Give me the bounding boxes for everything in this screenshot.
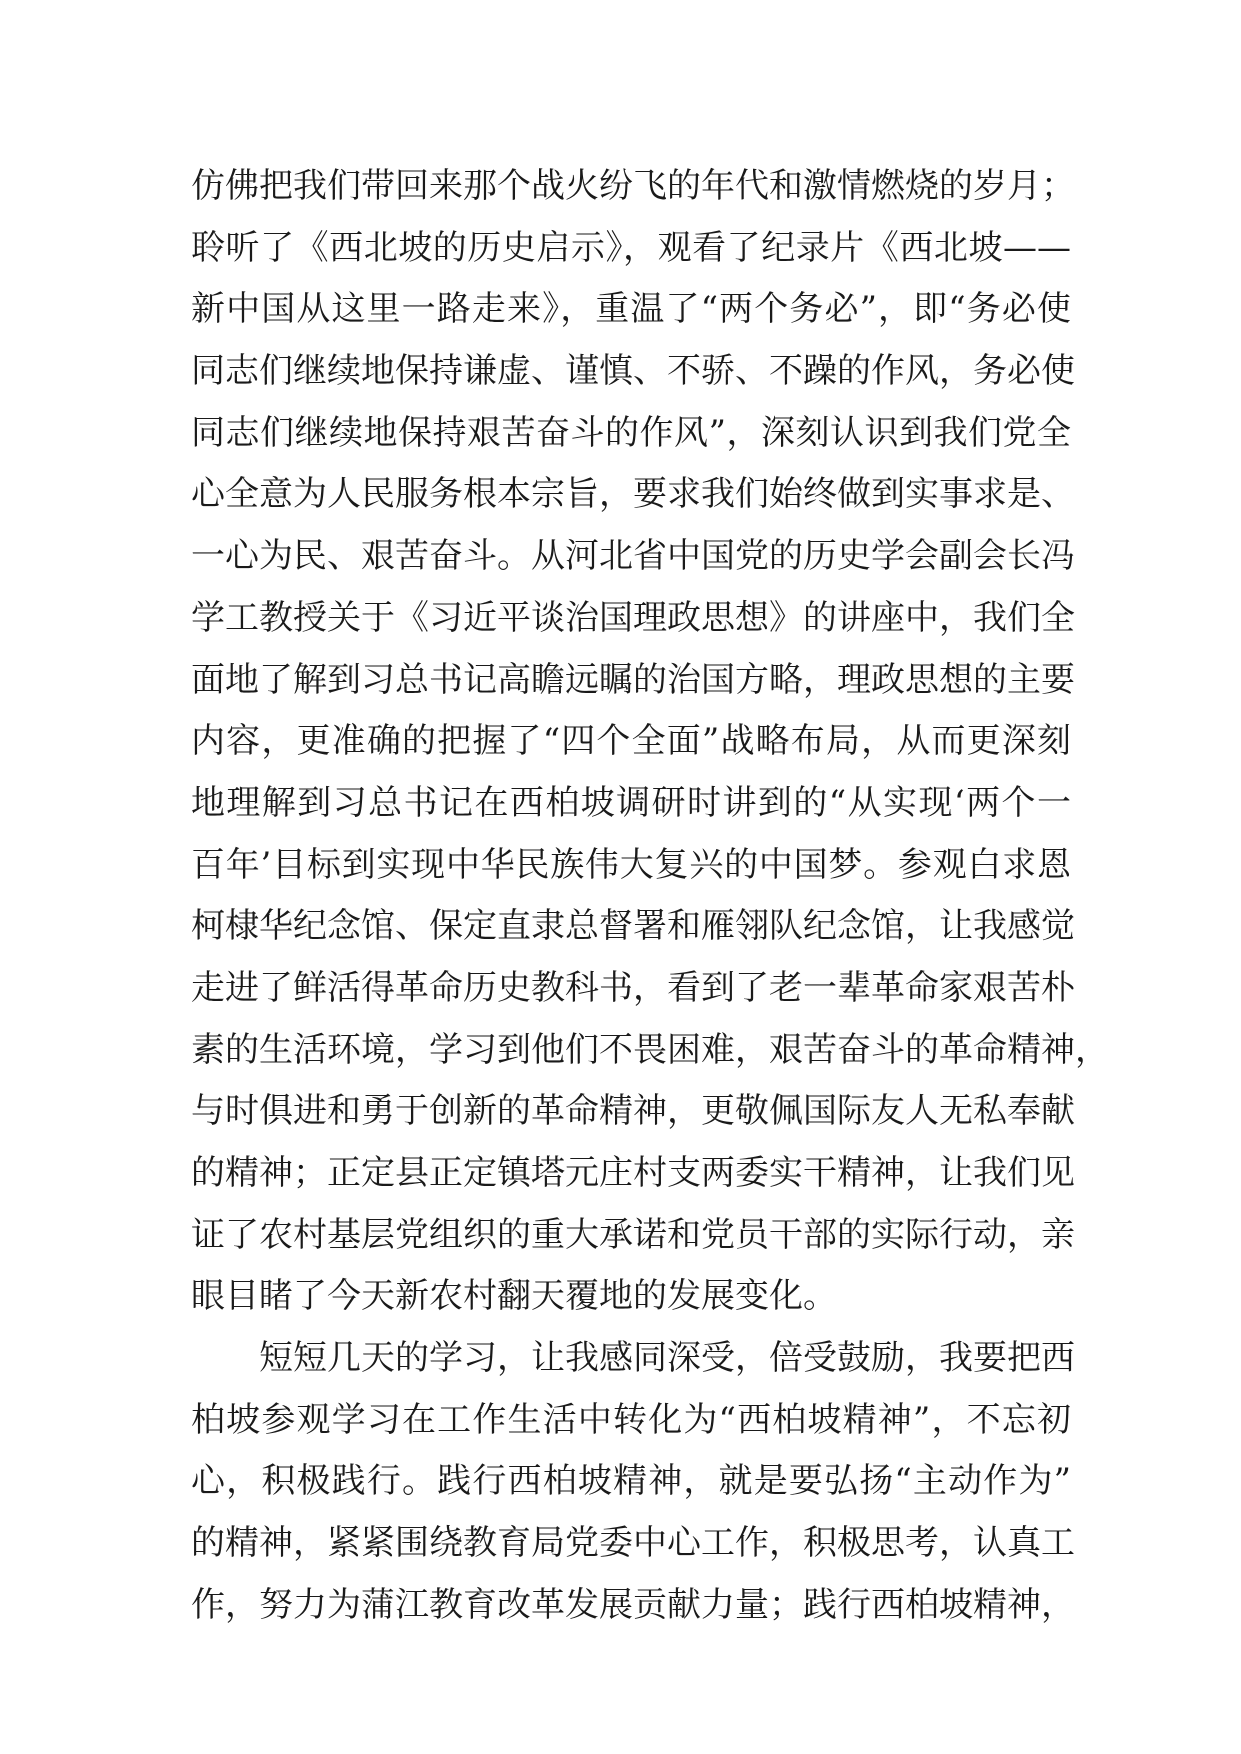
text-line: 一心为民、艰苦奋斗。从河北省中国党的历史学会副会长冯 (191, 536, 1075, 577)
text-line: 素的生活环境，学习到他们不畏困难，艰苦奋斗的革命精神， (191, 1029, 1109, 1070)
text-line: 柯棣华纪念馆、保定直隶总督署和雁翎队纪念馆，让我感觉 (191, 906, 1075, 947)
text-line: 仿佛把我们带回来那个战火纷飞的年代和激情燃烧的岁月； (191, 166, 1075, 206)
text-line: 的精神；正定县正定镇塔元庄村支两委实干精神，让我们见 (191, 1153, 1075, 1193)
text-line: 心，积极践行。践行西柏坡精神，就是要弘扬“主动作为” (191, 1461, 1071, 1502)
text-line: 柏坡参观学习在工作生活中转化为“西柏坡精神”，不忘初 (191, 1399, 1071, 1440)
paragraph-reflection (191, 1328, 1075, 1636)
text-line: 学工教授关于《习近平谈治国理政思想》的讲座中，我们全 (191, 597, 1075, 638)
document-body (191, 156, 1109, 1637)
text-line: 面地了解到习总书记高瞻远瞩的治国方略，理政思想的主要 (191, 659, 1075, 700)
text-line: 证了农村基层党组织的重大承诺和党员干部的实际行动，亲 (191, 1214, 1075, 1255)
text-line: 聆听了《西北坡的历史启示》，观看了纪录片《西北坡—— (191, 227, 1071, 268)
text-line: 新中国从这里一路走来》，重温了“两个务必”，即“务必使 (191, 289, 1071, 330)
text-line: 同志们继续地保持谦虚、谨慎、不骄、不躁的作风，务必使 (191, 351, 1075, 392)
text-line: 百年’目标到实现中华民族伟大复兴的中国梦。参观白求恩 (191, 844, 1071, 885)
text-line: 心全意为人民服务根本宗旨，要求我们始终做到实事求是、 (191, 474, 1075, 515)
text-line: 短短几天的学习，让我感同深受，倍受鼓励，我要把西 (259, 1338, 1075, 1379)
paragraph-continued (191, 156, 1109, 1328)
text-line: 同志们继续地保持艰苦奋斗的作风”，深刻认识到我们党全 (191, 412, 1071, 453)
text-line: 地理解到习总书记在西柏坡调研时讲到的“从实现‘两个一 (191, 782, 1071, 823)
text-line: 内容，更准确的把握了“四个全面”战略布局，从而更深刻 (191, 721, 1071, 762)
text-line: 走进了鲜活得革命历史教科书，看到了老一辈革命家艰苦朴 (191, 967, 1075, 1008)
text-line: 的精神，紧紧围绕教育局党委中心工作，积极思考，认真工 (191, 1523, 1075, 1564)
text-line: 与时俱进和勇于创新的革命精神，更敬佩国际友人无私奉献 (191, 1091, 1075, 1132)
text-line: 作，努力为蒲江教育改革发展贡献力量；践行西柏坡精神， (191, 1584, 1075, 1625)
text-line: 眼目睹了今天新农村翻天覆地的发展变化。 (191, 1276, 837, 1317)
